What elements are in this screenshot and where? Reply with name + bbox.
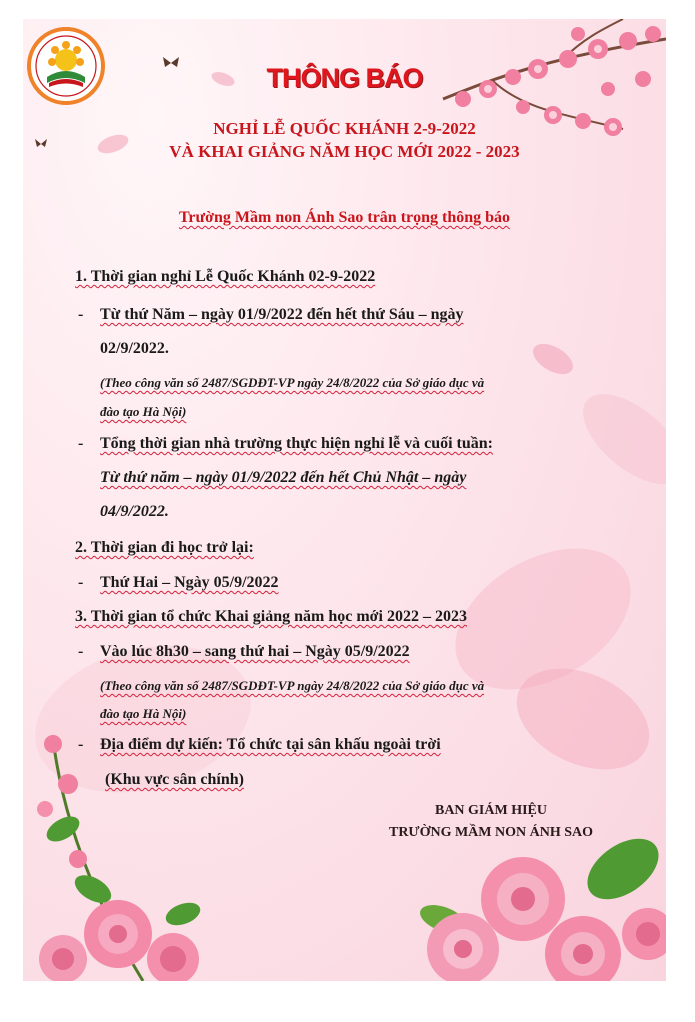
dash-bullet: -: [78, 643, 84, 660]
dash-bullet: -: [78, 306, 84, 323]
school-notice-text: Trường Mầm non Ánh Sao trân trọng thông báo: [178, 209, 511, 226]
signature-line-2: TRƯỜNG MẦM NON ÁNH SAO: [388, 825, 594, 840]
section-1-item-2-line-3: 04/9/2022.: [100, 503, 169, 520]
section-2-heading: 2. Thời gian đi học trở lại:: [75, 539, 254, 556]
section-1-item-2-line-2: Từ thứ năm – ngày 01/9/2022 đến hết Chủ Nhật – ngày: [100, 469, 467, 486]
dash-bullet: -: [78, 736, 84, 753]
section-1-item-2-line-1: Tổng thời gian nhà trường thực hiện nghỉ lễ và cuối tuần:: [100, 435, 493, 452]
section-1-note-line-1: (Theo công văn số 2487/SGDĐT-VP ngày 24/8/2022 của Sở giáo dục và: [100, 375, 485, 390]
section-3-item-1: Vào lúc 8h30 – sang thứ hai – Ngày 05/9/2022: [100, 643, 410, 660]
dash-bullet: -: [78, 574, 84, 591]
section-1-heading: 1. Thời gian nghỉ Lễ Quốc Khánh 02-9-2022: [75, 268, 376, 285]
dash-bullet: -: [78, 435, 84, 452]
roses-bottom-right-icon: [416, 826, 666, 981]
section-3-item-2-line-2: (Khu vực sân chính): [105, 771, 244, 788]
school-notice: [23, 209, 666, 227]
section-1-note-line-2: đào tạo Hà Nội): [100, 404, 187, 419]
section-2-item-1: Thứ Hai – Ngày 05/9/2022: [100, 574, 279, 591]
section-1-item-1-line-1: Từ thứ Năm – ngày 01/9/2022 đến hết thứ Sáu – ngày: [100, 306, 464, 323]
section-3-item-2: Địa điểm dự kiến: Tổ chức tại sân khấu ngoài trời: [100, 736, 441, 753]
section-3-note-line-2: đào tạo Hà Nội): [100, 706, 187, 721]
subtitle-line-2: VÀ KHAI GIẢNG NĂM HỌC MỚI 2022 - 2023: [169, 142, 520, 161]
notice-poster: [23, 19, 666, 981]
section-1-item-1-line-2: 02/9/2022.: [100, 340, 169, 357]
section-3-note-line-1: (Theo công văn số 2487/SGDĐT-VP ngày 24/8/2022 của Sở giáo dục và: [100, 678, 485, 693]
section-3-heading: 3. Thời gian tổ chức Khai giảng năm học mới 2022 – 2023: [75, 608, 467, 625]
page-title: THÔNG BÁO: [266, 63, 423, 93]
subtitle-line-1: NGHỈ LỄ QUỐC KHÁNH 2-9-2022: [213, 119, 476, 138]
signature-line-1: BAN GIÁM HIỆU: [434, 803, 547, 818]
